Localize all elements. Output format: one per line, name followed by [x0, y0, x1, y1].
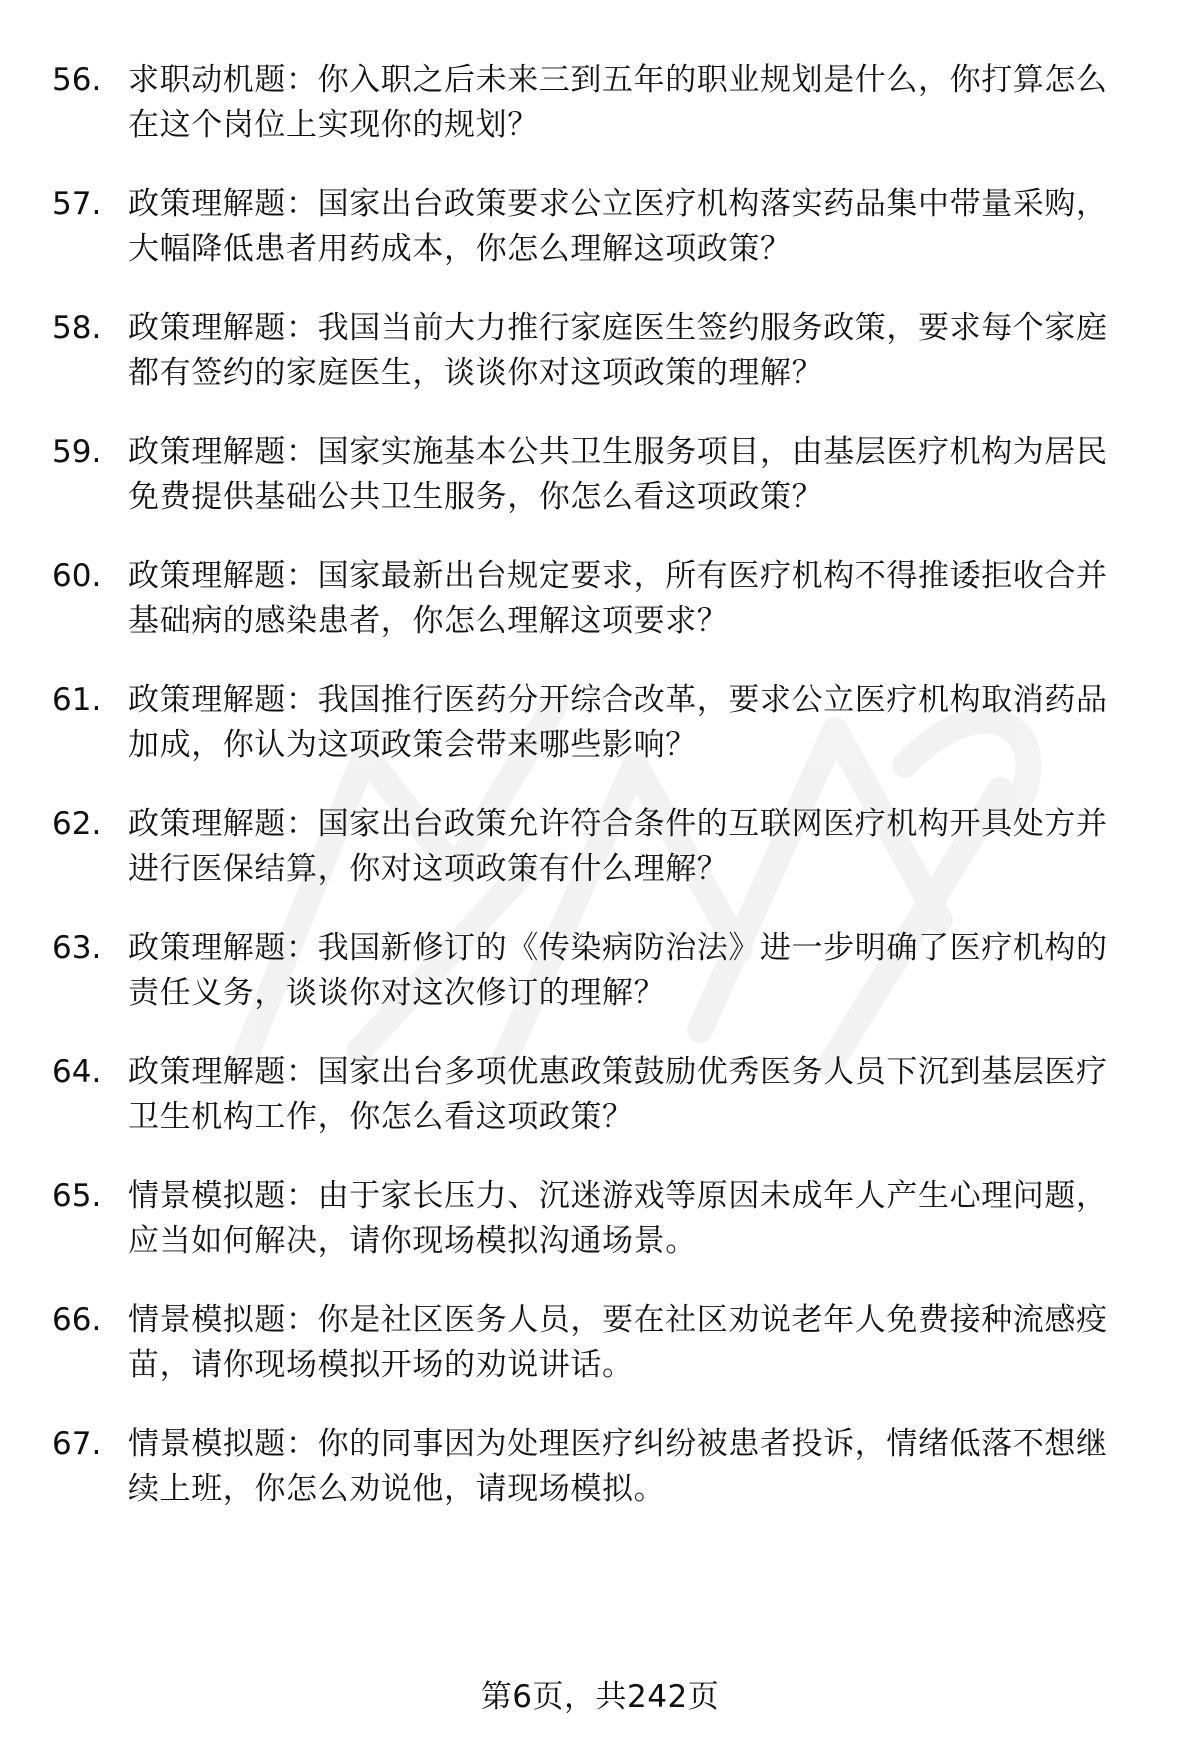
- question-type: 政策理解题: [128, 1054, 286, 1090]
- question-body: ：由于家长压力、沉迷游戏等原因未成年人产生心理问题，应当如何解决，请你现场模拟沟通场景。: [128, 1178, 1108, 1259]
- question-body: ：国家实施基本公共卫生服务项目，由基层医疗机构为居民免费提供基础公共卫生服务，你怎么看这项政策？: [128, 434, 1108, 515]
- question-number: 65.: [52, 1178, 102, 1214]
- question-body: ：你的同事因为处理医疗纠纷被患者投诉，情绪低落不想继续上班，你怎么劝说他，请现场模拟。: [128, 1426, 1108, 1507]
- question-number: 61.: [52, 682, 102, 718]
- question-number: 58.: [52, 310, 102, 346]
- question-body: ：国家出台多项优惠政策鼓励优秀医务人员下沉到基层医疗卫生机构工作，你怎么看这项政策？: [128, 1054, 1108, 1135]
- question-text: [128, 802, 1138, 892]
- question-text: [128, 1050, 1138, 1140]
- question-item-56: [52, 58, 1142, 148]
- question-item-57: [52, 182, 1142, 272]
- question-item-63: [52, 926, 1142, 1016]
- question-body: ：国家出台政策允许符合条件的互联网医疗机构开具处方并进行医保结算，你对这项政策有什么理解？: [128, 806, 1108, 887]
- question-number: 64.: [52, 1054, 102, 1090]
- question-text: [128, 306, 1138, 396]
- question-item-61: [52, 678, 1142, 768]
- question-item-59: [52, 430, 1142, 520]
- question-body: ：我国推行医药分开综合改革，要求公立医疗机构取消药品加成，你认为这项政策会带来哪些影响？: [128, 682, 1108, 763]
- question-text: [128, 430, 1138, 520]
- question-number: 59.: [52, 434, 102, 470]
- question-text: [128, 58, 1138, 148]
- question-number: 67.: [52, 1426, 102, 1462]
- question-text: [128, 1174, 1138, 1264]
- question-body: ：我国当前大力推行家庭医生签约服务政策，要求每个家庭都有签约的家庭医生，谈谈你对这项政策的理解？: [128, 310, 1108, 391]
- question-type: 政策理解题: [128, 434, 286, 470]
- question-type: 政策理解题: [128, 558, 286, 594]
- question-item-64: [52, 1050, 1142, 1140]
- question-number: 57.: [52, 186, 102, 222]
- question-type: 政策理解题: [128, 682, 286, 718]
- question-text: [128, 182, 1138, 272]
- question-item-58: [52, 306, 1142, 396]
- question-list: [52, 58, 1142, 1546]
- question-item-67: [52, 1422, 1142, 1512]
- question-number: 60.: [52, 558, 102, 594]
- question-type: 情景模拟题: [128, 1178, 286, 1214]
- question-number: 66.: [52, 1302, 102, 1338]
- question-type: 政策理解题: [128, 186, 286, 222]
- question-body: ：你是社区医务人员，要在社区劝说老年人免费接种流感疫苗，请你现场模拟开场的劝说讲话。: [128, 1302, 1108, 1383]
- question-type: 政策理解题: [128, 310, 286, 346]
- question-number: 62.: [52, 806, 102, 842]
- question-type: 政策理解题: [128, 930, 286, 966]
- question-type: 求职动机题: [128, 62, 286, 98]
- question-text: [128, 1298, 1138, 1388]
- page-footer-label: 第6页，共242页: [480, 1679, 720, 1715]
- question-body: ：你入职之后未来三到五年的职业规划是什么，你打算怎么在这个岗位上实现你的规划？: [128, 62, 1108, 143]
- question-body: ：国家出台政策要求公立医疗机构落实药品集中带量采购，大幅降低患者用药成本，你怎么理解这项政策？: [128, 186, 1108, 267]
- question-text: [128, 1422, 1138, 1512]
- question-body: ：国家最新出台规定要求，所有医疗机构不得推诿拒收合并基础病的感染患者，你怎么理解这项要求？: [128, 558, 1108, 639]
- question-number: 63.: [52, 930, 102, 966]
- question-item-65: [52, 1174, 1142, 1264]
- question-text: [128, 926, 1138, 1016]
- question-text: [128, 678, 1138, 768]
- question-item-60: [52, 554, 1142, 644]
- question-body: ：我国新修订的《传染病防治法》进一步明确了医疗机构的责任义务，谈谈你对这次修订的理解？: [128, 930, 1108, 1011]
- question-type: 情景模拟题: [128, 1302, 286, 1338]
- question-item-66: [52, 1298, 1142, 1388]
- question-type: 情景模拟题: [128, 1426, 286, 1462]
- question-type: 政策理解题: [128, 806, 286, 842]
- question-item-62: [52, 802, 1142, 892]
- question-number: 56.: [52, 62, 102, 98]
- question-text: [128, 554, 1138, 644]
